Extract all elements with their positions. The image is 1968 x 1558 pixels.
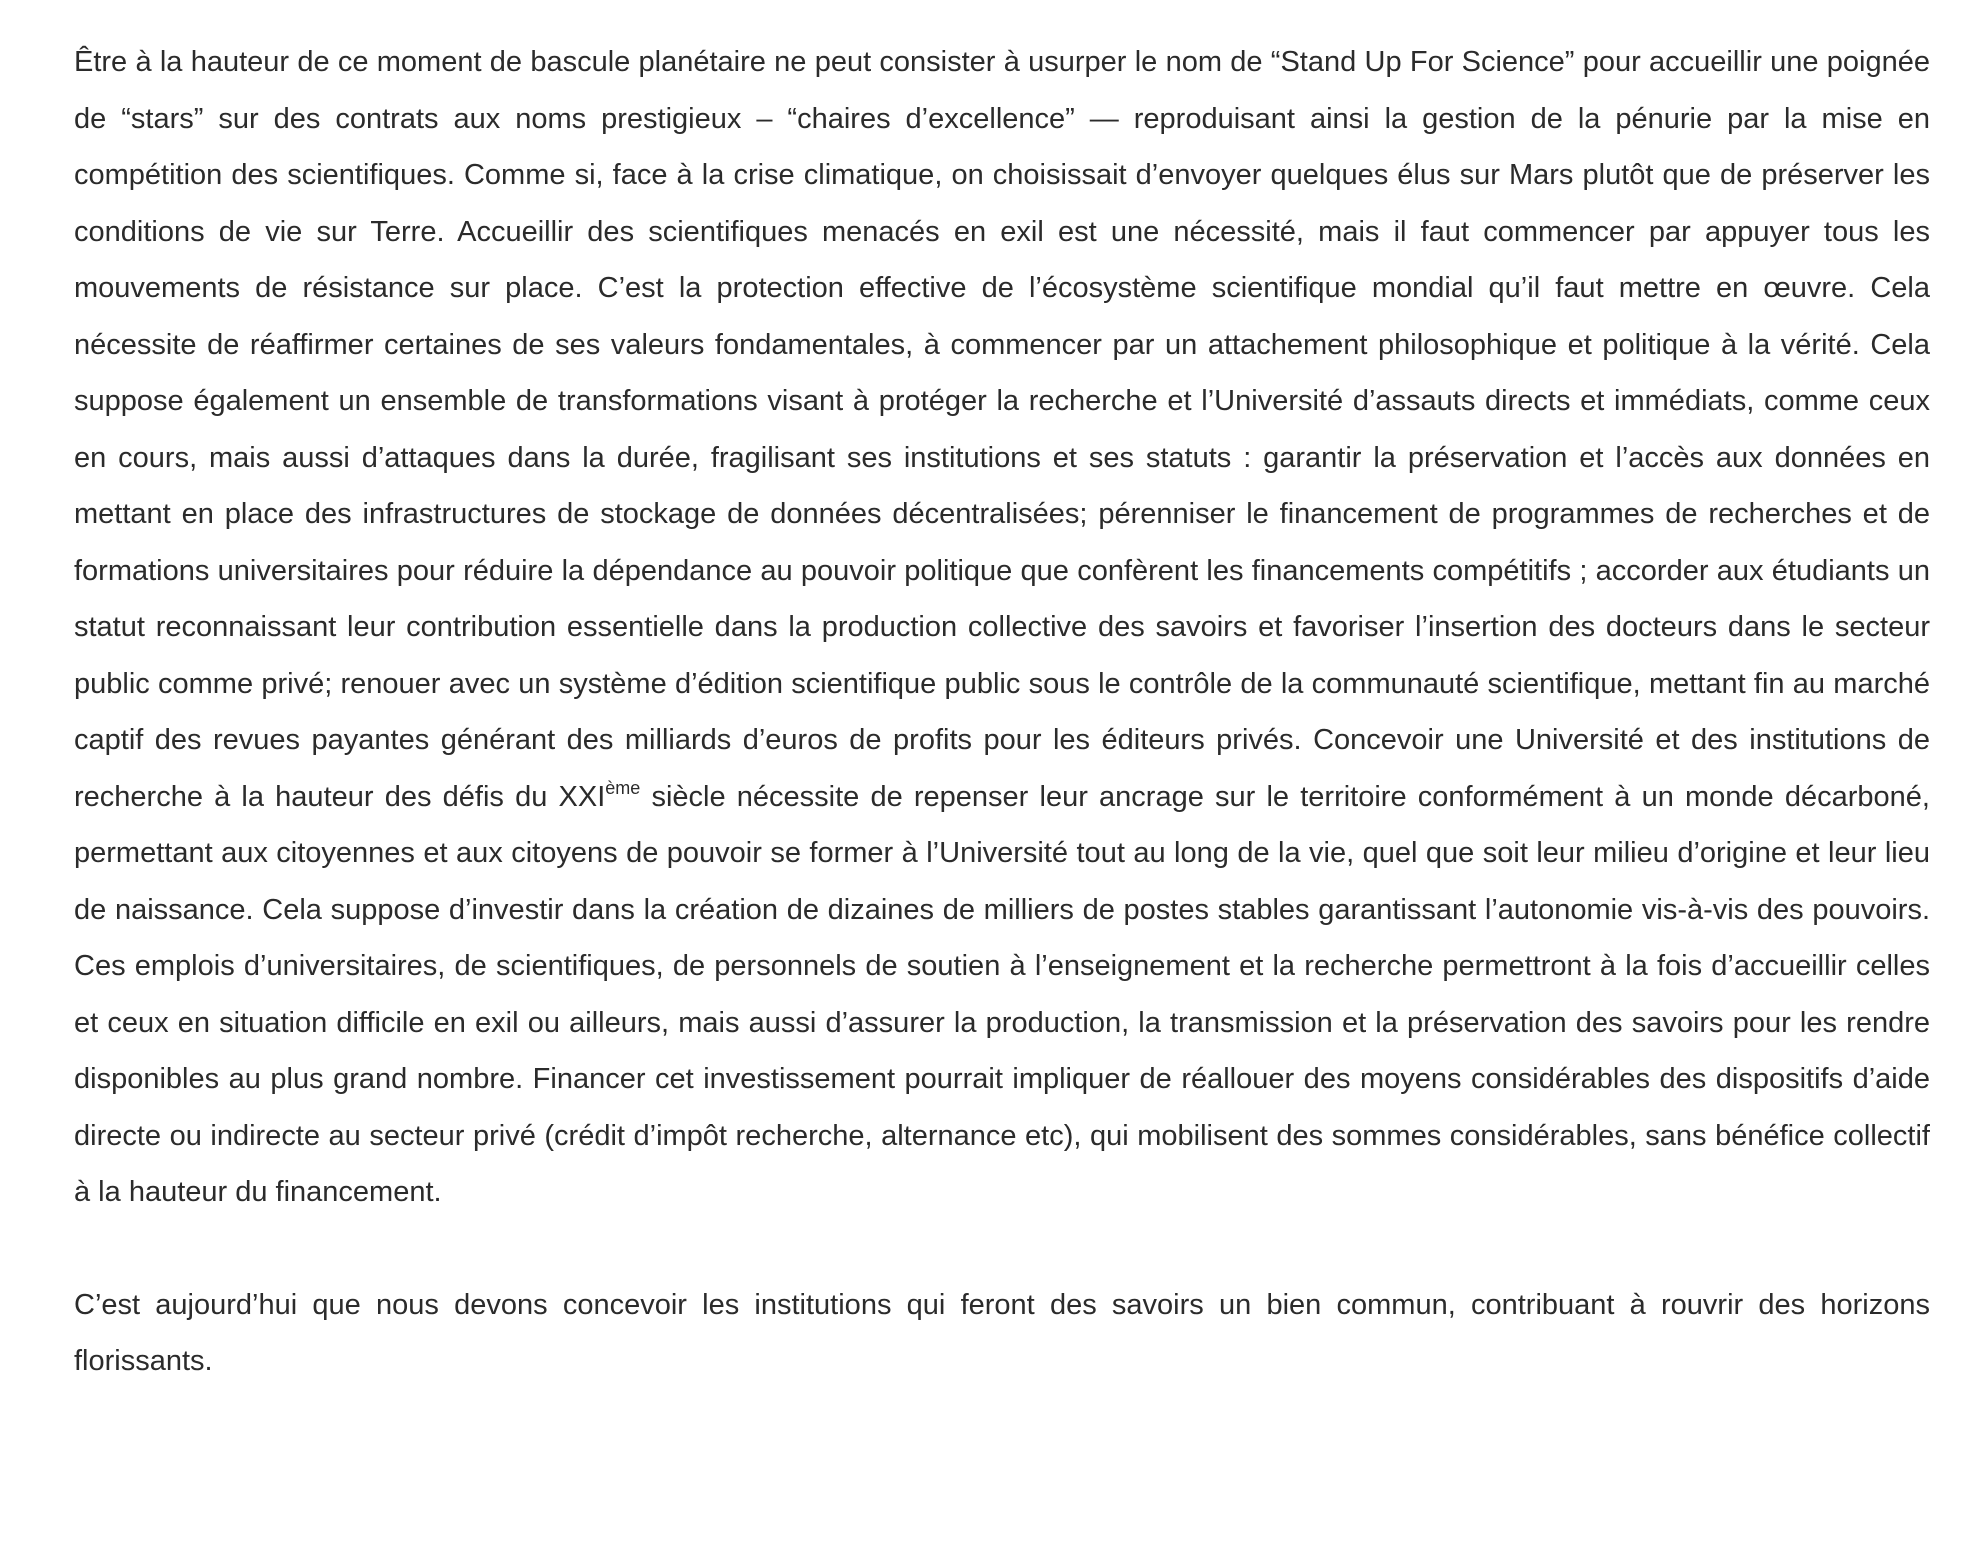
document-body (74, 34, 1930, 1390)
paragraph-1 (74, 34, 1930, 1221)
paragraph-1-part-2: siècle nécessite de repenser leur ancrage sur le territoire conformément à un monde décarboné, permettant aux citoyennes et aux citoyens de pouvoir se former à l’Université tout au long de la vie, quel que soit leur milieu d’origine et leur lieu de naissance. Cela suppose d’investir dans la création de dizaines de milliers de postes stables garantissant l’autonomie vis-à-vis des pouvoirs. Ces emplois d’universitaires, de scientifiques, de personnels de soutien à l’enseignement et la recherche permettront à la fois d’accueillir celles et ceux en situation difficile en exil ou ailleurs, mais aussi d’assurer la production, la transmission et la préservation des savoirs pour les rendre disponibles au plus grand nombre. Financer cet investissement pourrait impliquer de réallouer des moyens considérables des dispositifs d’aide directe ou indirecte au secteur privé (crédit d’impôt recherche, alternance etc), qui mobilisent des sommes considérables, sans bénéfice collectif à la hauteur du financement. (74, 780, 1930, 1208)
paragraph-1-part-1: Être à la hauteur de ce moment de bascule planétaire ne peut consister à usurper le nom de “Stand Up For Science” pour accueillir une poignée de “stars” sur des contrats aux noms prestigieux – “chaires d’excellence” — reproduisant ainsi la gestion de la pénurie par la mise en compétition des scientifiques. Comme si, face à la crise climatique, on choisissait d’envoyer quelques élus sur Mars plutôt que de préserver les conditions de vie sur Terre. Accueillir des scientifiques menacés en exil est une nécessité, mais il faut commencer par appuyer tous les mouvements de résistance sur place. C’est la protection effective de l’écosystème scientifique mondial qu’il faut mettre en œuvre. Cela nécessite de réaffirmer certaines de ses valeurs fondamentales, à commencer par un attachement philosophique et politique à la vérité. Cela suppose également un ensemble de transformations visant à protéger la recherche et l’Université d’assauts directs et immédiats, comme ceux en cours, mais aussi d’attaques dans la durée, fragilisant ses institutions et ses statuts : garantir la préservation et l’accès aux données en mettant en place des infrastructures de stockage de données décentralisées; pérenniser le financement de programmes de recherches et de formations universitaires pour réduire la dépendance au pouvoir politique que confèrent les financements compétitifs ; accorder aux étudiants un statut reconnaissant leur contribution essentielle dans la production collective des savoirs et favoriser l’insertion des docteurs dans le secteur public comme privé; renouer avec un système d’édition scientifique public sous le contrôle de la communauté scientifique, mettant fin au marché captif des revues payantes générant des milliards d’euros de profits pour les éditeurs privés. Concevoir une Université et des institutions de recherche à la hauteur des défis du XXI (74, 46, 1930, 813)
century-superscript: ème (605, 777, 641, 798)
paragraph-2: C’est aujourd’hui que nous devons concevoir les institutions qui feront des savoirs un bien commun, contribuant à rouvrir des horizons florissants. (74, 1288, 1930, 1377)
